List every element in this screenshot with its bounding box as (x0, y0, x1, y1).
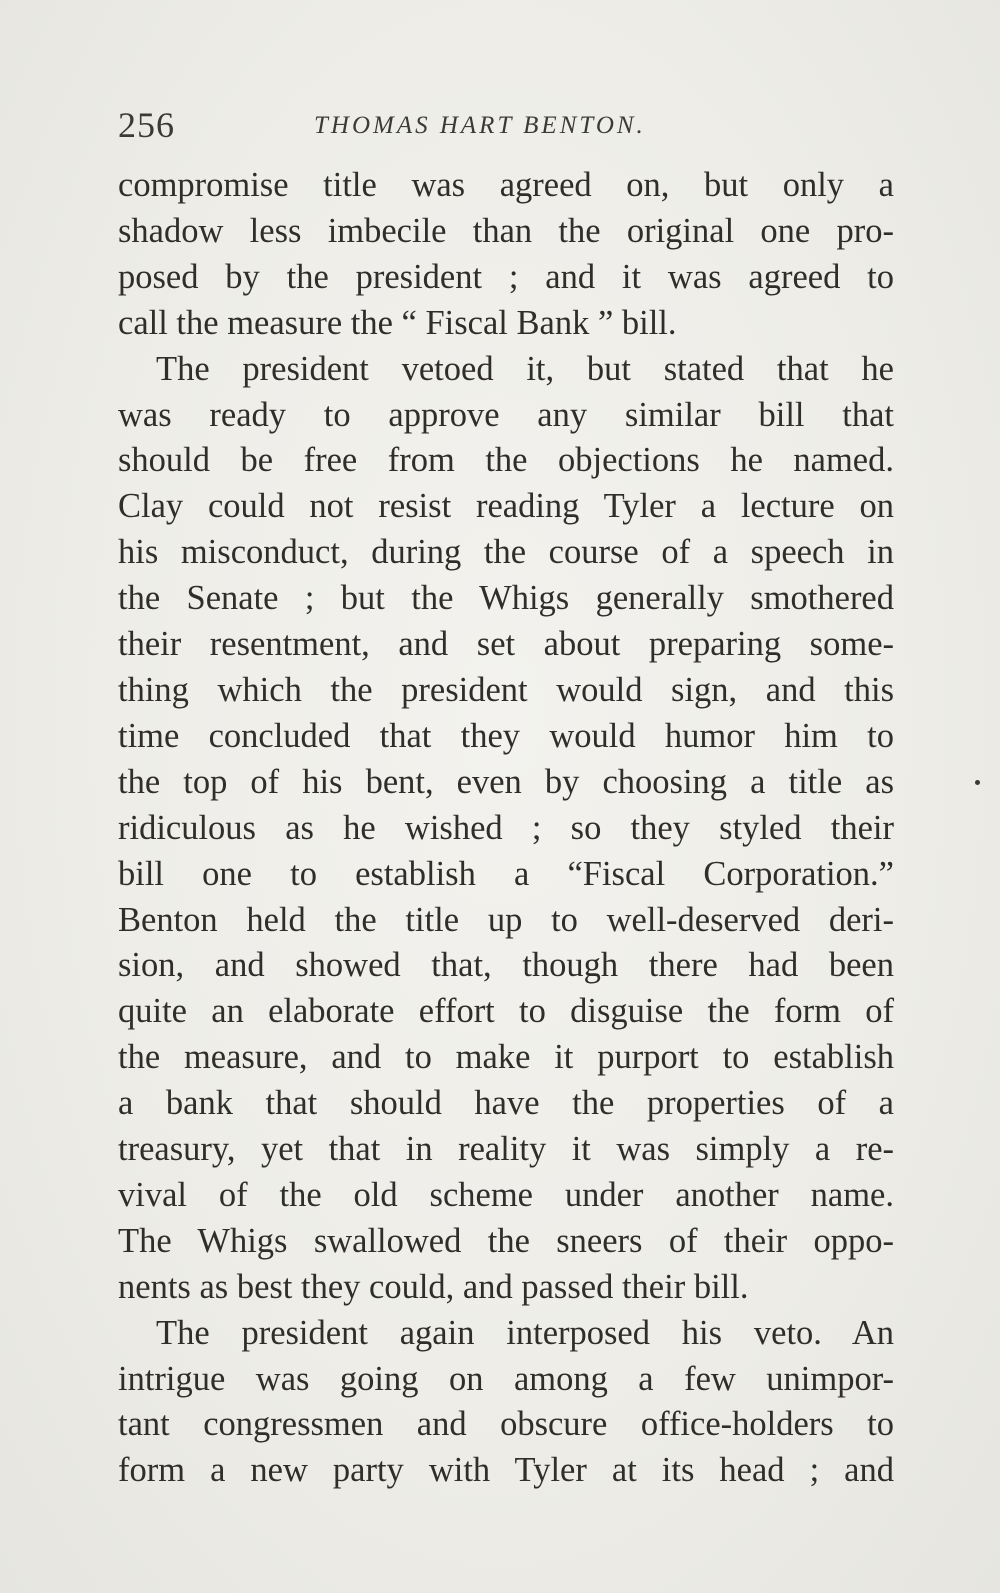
text-line: the measure, and to make it purport to establish (118, 1038, 894, 1077)
text-line: thing which the president would sign, and this (118, 670, 894, 709)
text-line: quite an elaborate effort to disguise the form of (118, 992, 894, 1031)
text-line: was ready to approve any similar bill that (118, 395, 894, 434)
text-line: The president vetoed it, but stated that he (156, 349, 894, 388)
text-line: should be free from the objections he named. (118, 441, 894, 480)
text-line: the Senate ; but the Whigs generally smothered (118, 579, 894, 618)
text-line: call the measure the “ Fiscal Bank ” bill. (118, 303, 677, 342)
text-line: nents as best they could, and passed their bill. (118, 1267, 749, 1306)
body-text (118, 163, 894, 1494)
ink-speck (975, 780, 980, 785)
text-line: ridiculous as he wished ; so they styled their (118, 808, 894, 847)
text-line: tant congressmen and obscure office-holders to (118, 1405, 894, 1444)
text-line: bill one to establish a “Fiscal Corporation.” (118, 854, 894, 893)
text-line: form a new party with Tyler at its head ; and (118, 1451, 894, 1490)
text-line: vival of the old scheme under another name. (118, 1175, 894, 1214)
text-line: The Whigs swallowed the sneers of their oppo- (118, 1221, 894, 1260)
text-line: the top of his bent, even by choosing a title as (118, 762, 894, 801)
text-line: The president again interposed his veto. An (156, 1313, 894, 1352)
running-head: THOMAS HART BENTON. (314, 112, 646, 139)
page-number: 256 (118, 105, 175, 145)
text-line: a bank that should have the properties of a (118, 1084, 894, 1123)
text-line: Clay could not resist reading Tyler a lecture on (118, 487, 894, 526)
page-header (118, 100, 888, 150)
text-line: intrigue was going on among a few unimpor- (118, 1359, 894, 1398)
text-line: treasury, yet that in reality it was simply a re- (118, 1130, 894, 1169)
text-line: compromise title was agreed on, but only a (118, 166, 894, 204)
text-line: his misconduct, during the course of a speech in (118, 533, 894, 572)
text-line: Benton held the title up to well-deserved deri- (118, 900, 894, 939)
text-line: their resentment, and set about preparing some- (118, 625, 894, 664)
text-line: time concluded that they would humor him to (118, 716, 894, 755)
paragraph (118, 163, 894, 347)
paragraph (118, 347, 894, 1311)
paragraph (118, 1311, 894, 1495)
text-line: shadow less imbecile than the original one pro- (118, 211, 894, 250)
text-line: posed by the president ; and it was agreed to (118, 257, 894, 296)
text-line: sion, and showed that, though there had been (118, 946, 894, 985)
